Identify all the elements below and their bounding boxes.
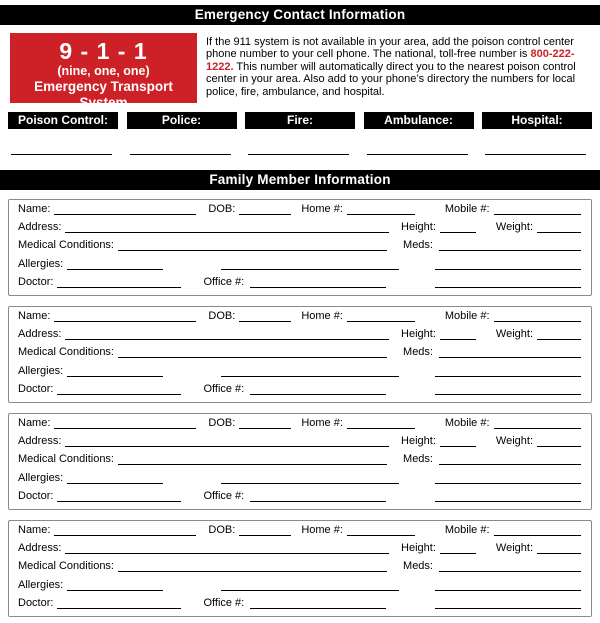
medical-conditions-label: Medical Conditions: <box>18 560 114 573</box>
instructions-paragraph <box>206 36 600 103</box>
allergies-extra-blank-line <box>221 373 399 377</box>
member-row-allergies <box>18 579 581 597</box>
home-phone-blank-line <box>347 318 415 322</box>
fire-blank-line <box>248 154 349 155</box>
police-label-bar: Police: <box>127 112 237 129</box>
meds-extra-blank-line-2 <box>435 284 581 288</box>
member-row-address <box>18 328 581 346</box>
dob-blank-line <box>239 425 291 429</box>
allergies-blank-line <box>67 266 163 270</box>
name-label: Name: <box>18 203 51 215</box>
contact-col-hospital <box>482 112 592 129</box>
dob-label: DOB: <box>208 203 236 215</box>
name-label: Name: <box>18 310 51 322</box>
meds-blank-line <box>439 568 581 572</box>
allergies-blank-line <box>67 480 163 484</box>
emergency-section-title: Emergency Contact Information <box>194 7 406 22</box>
mobile-phone-blank-line <box>494 425 581 429</box>
doctor-label: Doctor: <box>18 489 54 502</box>
member-row-identity <box>18 524 581 542</box>
member-row-identity <box>18 203 581 221</box>
police-blank-line <box>130 154 231 155</box>
allergies-extra-blank-line <box>221 587 399 591</box>
badge-911-number: 9 - 1 - 1 <box>59 38 148 64</box>
height-blank-line <box>440 336 476 340</box>
member-row-medical <box>18 560 581 578</box>
height-blank-line <box>440 229 476 233</box>
member-row-allergies <box>18 472 581 490</box>
badge-911-caption: Emergency Transport System <box>34 79 173 110</box>
address-label: Address: <box>18 435 62 448</box>
hospital-blank-line <box>485 154 586 155</box>
contact-col-poison-control <box>8 112 118 129</box>
intro-row <box>0 33 600 110</box>
weight-blank-line <box>537 443 581 447</box>
name-label: Name: <box>18 524 51 536</box>
medical-conditions-blank-line <box>118 354 387 358</box>
meds-label: Meds: <box>403 560 433 573</box>
home-phone-label: Home #: <box>301 524 343 536</box>
office-phone-label: Office #: <box>203 489 245 502</box>
member-row-medical <box>18 239 581 257</box>
doctor-blank-line <box>57 284 181 288</box>
member-row-medical <box>18 346 581 364</box>
medical-conditions-label: Medical Conditions: <box>18 239 114 252</box>
height-label: Height: <box>401 328 436 341</box>
weight-blank-line <box>537 336 581 340</box>
name-blank-line <box>54 425 196 429</box>
medical-conditions-blank-line <box>118 461 387 465</box>
dob-blank-line <box>239 532 291 536</box>
dob-blank-line <box>239 318 291 322</box>
contact-labels-row <box>0 112 600 129</box>
member-row-address <box>18 542 581 560</box>
allergies-label: Allergies: <box>18 364 64 377</box>
allergies-extra-blank-line <box>221 266 399 270</box>
office-phone-blank-line <box>250 498 386 502</box>
ambulance-blank-line <box>367 154 468 155</box>
allergies-blank-line <box>67 373 163 377</box>
doctor-label: Doctor: <box>18 275 54 288</box>
doctor-blank-line <box>57 391 181 395</box>
mobile-phone-blank-line <box>494 532 581 536</box>
member-row-doctor <box>18 597 581 615</box>
member-block <box>8 520 592 617</box>
mobile-phone-label: Mobile #: <box>444 203 490 215</box>
contact-col-fire <box>245 112 355 129</box>
member-row-identity <box>18 310 581 328</box>
address-label: Address: <box>18 221 62 234</box>
member-row-medical <box>18 453 581 471</box>
home-phone-label: Home #: <box>301 203 343 215</box>
weight-label: Weight: <box>495 328 533 341</box>
member-row-doctor <box>18 276 581 294</box>
address-label: Address: <box>18 328 62 341</box>
medical-conditions-label: Medical Conditions: <box>18 346 114 359</box>
weight-label: Weight: <box>495 435 533 448</box>
member-row-address <box>18 435 581 453</box>
meds-label: Meds: <box>403 453 433 466</box>
meds-extra-blank-line-1 <box>435 480 581 484</box>
address-label: Address: <box>18 542 62 555</box>
instructions-text-after: This number will automatically direct you to the nearest poison control center in your area. Also add to your phone’s directory the numbers for local police, fire, ambulance, and hospital. <box>206 60 576 98</box>
weight-label: Weight: <box>495 221 533 234</box>
mobile-phone-blank-line <box>494 211 581 215</box>
mobile-phone-label: Mobile #: <box>444 310 490 322</box>
height-blank-line <box>440 550 476 554</box>
member-row-doctor <box>18 490 581 508</box>
member-row-address <box>18 221 581 239</box>
meds-extra-blank-line-2 <box>435 605 581 609</box>
poison-control-phone-number: 800-222-1222. <box>206 48 575 73</box>
mobile-phone-blank-line <box>494 318 581 322</box>
office-phone-label: Office #: <box>203 596 245 609</box>
address-blank-line <box>65 336 389 340</box>
weight-blank-line <box>537 550 581 554</box>
poison-control-blank-line <box>11 154 112 155</box>
dob-label: DOB: <box>208 417 236 429</box>
mobile-phone-label: Mobile #: <box>444 417 490 429</box>
meds-blank-line <box>439 247 581 251</box>
name-blank-line <box>54 532 196 536</box>
family-section-title: Family Member Information <box>209 172 391 187</box>
dob-label: DOB: <box>208 310 236 322</box>
mobile-phone-label: Mobile #: <box>444 524 490 536</box>
home-phone-label: Home #: <box>301 417 343 429</box>
badge-911-subtitle: (nine, one, one) <box>57 64 150 78</box>
meds-blank-line <box>439 461 581 465</box>
member-row-allergies <box>18 258 581 276</box>
poison-control-label-bar: Poison Control: <box>8 112 118 129</box>
meds-extra-blank-line-2 <box>435 391 581 395</box>
office-phone-blank-line <box>250 605 386 609</box>
office-phone-label: Office #: <box>203 382 245 395</box>
ambulance-label-bar: Ambulance: <box>364 112 474 129</box>
member-block <box>8 413 592 510</box>
emergency-section-header <box>0 5 600 25</box>
address-blank-line <box>65 550 389 554</box>
meds-extra-blank-line-1 <box>435 266 581 270</box>
member-block <box>8 199 592 296</box>
height-blank-line <box>440 443 476 447</box>
doctor-blank-line <box>57 498 181 502</box>
medical-conditions-label: Medical Conditions: <box>18 453 114 466</box>
fire-label-bar: Fire: <box>245 112 355 129</box>
dob-blank-line <box>239 211 291 215</box>
hospital-label-bar: Hospital: <box>482 112 592 129</box>
member-row-doctor <box>18 383 581 401</box>
badge-911 <box>10 33 197 110</box>
office-phone-label: Office #: <box>203 275 245 288</box>
member-block <box>8 306 592 403</box>
height-label: Height: <box>401 542 436 555</box>
home-phone-blank-line <box>347 532 415 536</box>
doctor-label: Doctor: <box>18 596 54 609</box>
weight-label: Weight: <box>495 542 533 555</box>
home-phone-label: Home #: <box>301 310 343 322</box>
name-blank-line <box>54 211 196 215</box>
address-blank-line <box>65 229 389 233</box>
contact-col-police <box>127 112 237 129</box>
home-phone-blank-line <box>347 211 415 215</box>
doctor-blank-line <box>57 605 181 609</box>
doctor-label: Doctor: <box>18 382 54 395</box>
meds-extra-blank-line-1 <box>435 373 581 377</box>
family-section-header <box>0 170 600 190</box>
medical-conditions-blank-line <box>118 568 387 572</box>
member-row-identity <box>18 417 581 435</box>
allergies-blank-line <box>67 587 163 591</box>
allergies-label: Allergies: <box>18 471 64 484</box>
medical-conditions-blank-line <box>118 247 387 251</box>
contact-blank-lines-row <box>0 154 600 155</box>
meds-label: Meds: <box>403 346 433 359</box>
allergies-extra-blank-line <box>221 480 399 484</box>
meds-blank-line <box>439 354 581 358</box>
dob-label: DOB: <box>208 524 236 536</box>
allergies-label: Allergies: <box>18 257 64 270</box>
office-phone-blank-line <box>250 284 386 288</box>
member-row-allergies <box>18 365 581 383</box>
allergies-label: Allergies: <box>18 578 64 591</box>
meds-label: Meds: <box>403 239 433 252</box>
name-label: Name: <box>18 417 51 429</box>
meds-extra-blank-line-2 <box>435 498 581 502</box>
instructions-text-before: If the 911 system is not available in your area, add the poison control center phone number to your cell phone. The national, toll-free number is <box>206 36 574 61</box>
height-label: Height: <box>401 221 436 234</box>
home-phone-blank-line <box>347 425 415 429</box>
name-blank-line <box>54 318 196 322</box>
address-blank-line <box>65 443 389 447</box>
weight-blank-line <box>537 229 581 233</box>
member-blocks <box>0 199 600 617</box>
meds-extra-blank-line-1 <box>435 587 581 591</box>
contact-col-ambulance <box>364 112 474 129</box>
office-phone-blank-line <box>250 391 386 395</box>
height-label: Height: <box>401 435 436 448</box>
